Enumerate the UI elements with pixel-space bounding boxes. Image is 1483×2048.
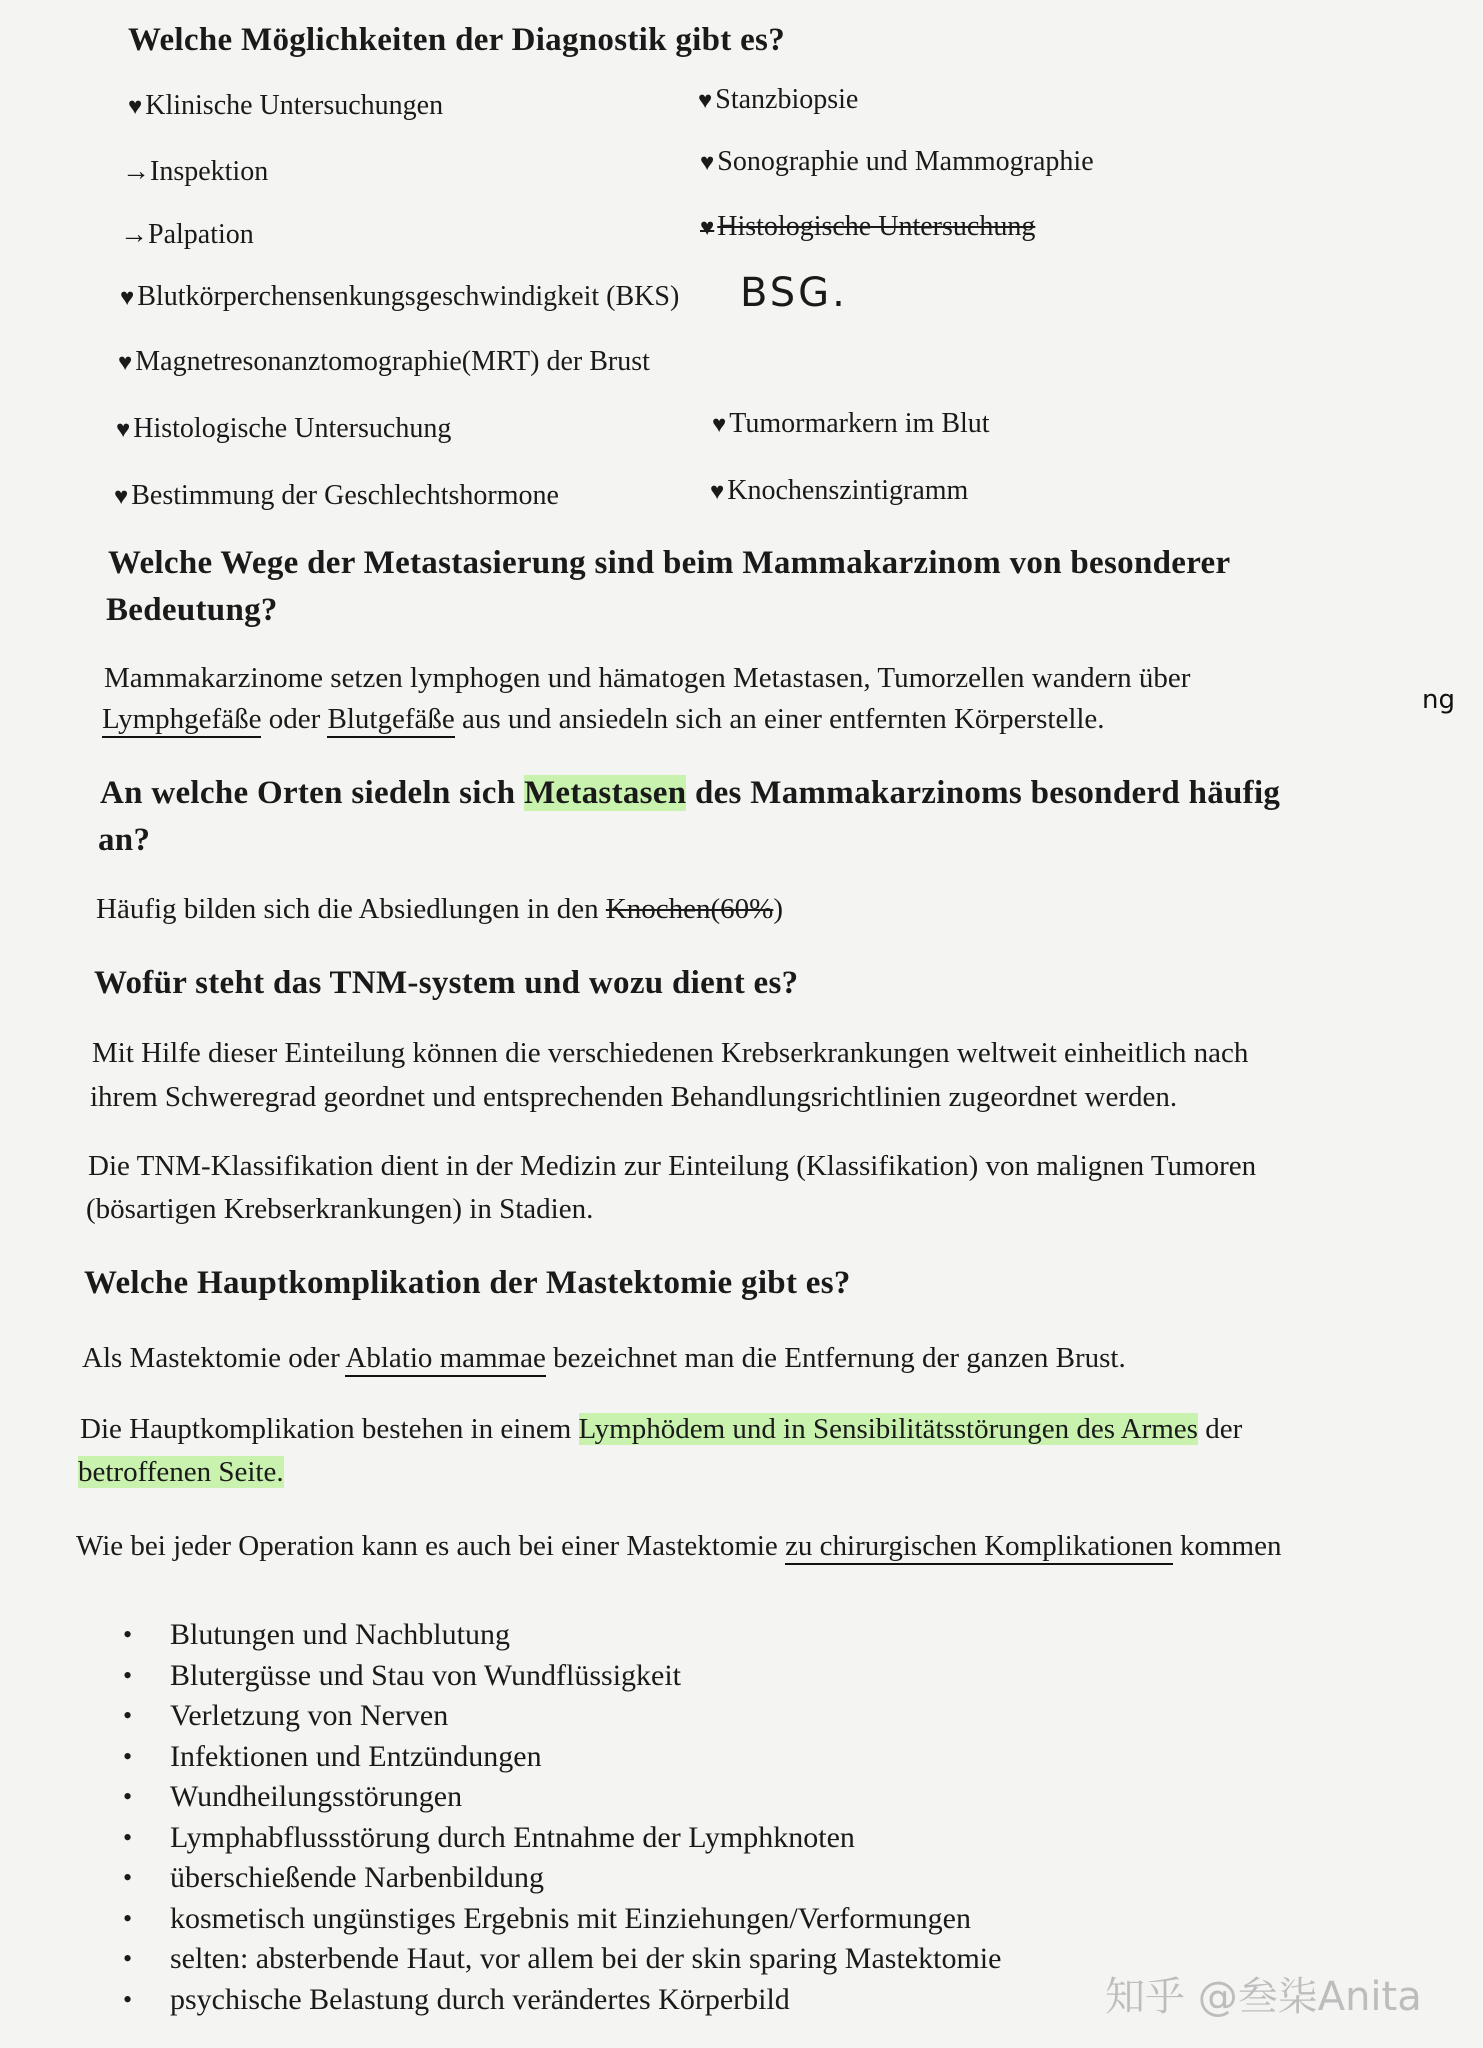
- heart-icon: ♥: [700, 215, 715, 241]
- handwritten-bsg-note: BSG.: [740, 270, 848, 316]
- list-item: • Verletzung von Nerven: [115, 1696, 1001, 1737]
- list-item: • Wundheilungsstörungen: [115, 1777, 1001, 1818]
- list-item: • Infektionen und Entzündungen: [115, 1737, 1001, 1778]
- diag-item-knochenszintigramm: ♥ Knochenszintigramm: [710, 475, 969, 506]
- diag-item-inspektion: →Inspektion: [122, 156, 269, 187]
- heart-icon: ♥: [700, 150, 715, 176]
- diag-item-hormone: ♥ Bestimmung der Geschlechtshormone: [114, 480, 559, 511]
- heading-mastektomie: Welche Hauptkomplikation der Mastektomie gibt es?: [84, 1265, 851, 1301]
- answer-metastasierung-line1: Mammakarzinome setzen lymphogen und hämatogen Metastasen, Tumorzellen wandern über: [104, 662, 1191, 694]
- list-item: • selten: absterbende Haut, vor allem bei der skin sparing Mastektomie: [115, 1939, 1001, 1980]
- list-item: • Blutungen und Nachblutung: [115, 1615, 1001, 1656]
- diag-item-histologie: ♥ Histologische Untersuchung: [116, 413, 452, 444]
- diag-item-tumormarker: ♥ Tumormarkern im Blut: [712, 408, 990, 439]
- heart-icon: ♥: [118, 350, 133, 376]
- answer-orte: Häufig bilden sich die Absiedlungen in den Knochen(60%): [96, 893, 784, 925]
- edge-mark: ng: [1422, 685, 1455, 715]
- heart-icon: ♥: [114, 484, 129, 510]
- diag-item-klinisch: ♥ Klinische Untersuchungen: [128, 90, 444, 121]
- mastektomie-p2-line1: Die Hauptkomplikation bestehen in einem Lymphödem und in Sensibilitätsstörungen des Armes der: [80, 1413, 1243, 1445]
- mastektomie-p3: Wie bei jeder Operation kann es auch bei einer Mastektomie zu chirurgischen Komplikationen kommen: [76, 1530, 1281, 1563]
- mastektomie-p1: Als Mastektomie oder Ablatio mammae bezeichnet man die Entfernung der ganzen Brust.: [82, 1342, 1126, 1375]
- list-item: • Blutergüsse und Stau von Wundflüssigkeit: [115, 1656, 1001, 1697]
- list-item: • Lymphabflussstörung durch Entnahme der Lymphknoten: [115, 1818, 1001, 1859]
- diag-item-stanzbiopsie: ♥ Stanzbiopsie: [698, 84, 859, 115]
- tnm-p1-line1: Mit Hilfe dieser Einteilung können die verschiedenen Krebserkrankungen weltweit einheitlich nach: [92, 1037, 1249, 1069]
- diag-item-histologie-struck: ♥ Histologische Untersuchung: [700, 211, 1036, 242]
- diag-item-sonographie: ♥ Sonographie und Mammographie: [700, 146, 1094, 177]
- tnm-p2-line2: (bösartigen Krebserkrankungen) in Stadien.: [86, 1193, 594, 1225]
- heart-icon: ♥: [116, 417, 131, 443]
- list-item: • psychische Belastung durch verändertes Körperbild: [115, 1980, 1001, 2021]
- tnm-p2-line1: Die TNM-Klassifikation dient in der Medizin zur Einteilung (Klassifikation) von malignen Tumoren: [88, 1150, 1257, 1182]
- heading-diagnostik: Welche Möglichkeiten der Diagnostik gibt es?: [128, 22, 785, 58]
- heart-icon: ♥: [120, 285, 135, 311]
- tnm-p1-line2: ihrem Schweregrad geordnet und entsprechenden Behandlungsrichtlinien zugeordnet werden.: [90, 1081, 1178, 1113]
- list-item: • überschießende Narbenbildung: [115, 1858, 1001, 1899]
- diag-item-bks: ♥ Blutkörperchensenkungsgeschwindigkeit (BKS): [120, 281, 680, 312]
- heart-icon: ♥: [128, 94, 143, 120]
- diag-item-mrt: ♥ Magnetresonanztomographie(MRT) der Brust: [118, 346, 650, 377]
- heading-orte-line1: An welche Orten siedeln sich Metastasen des Mammakarzinoms besonderd häufig: [100, 775, 1281, 811]
- complication-list: [115, 1615, 1001, 2020]
- heart-icon: ♥: [698, 88, 713, 114]
- heart-icon: ♥: [710, 479, 725, 505]
- watermark: 知乎 @叁柒Anita: [1105, 1974, 1422, 2020]
- mastektomie-p2-line2: betroffenen Seite.: [78, 1456, 284, 1488]
- heading-orte-line2: an?: [98, 822, 151, 858]
- heading-metastasierung-line1: Welche Wege der Metastasierung sind beim Mammakarzinom von besonderer: [108, 545, 1231, 581]
- heart-icon: ♥: [712, 412, 727, 438]
- heading-tnm: Wofür steht das TNM-system und wozu dient es?: [94, 965, 799, 1001]
- heading-metastasierung-line2: Bedeutung?: [106, 592, 278, 628]
- answer-metastasierung-line2: Lymphgefäße oder Blutgefäße aus und ansiedeln sich an einer entfernten Körperstelle.: [102, 703, 1105, 736]
- diag-item-palpation: →Palpation: [120, 219, 254, 250]
- list-item: • kosmetisch ungünstiges Ergebnis mit Einziehungen/Verformungen: [115, 1899, 1001, 1940]
